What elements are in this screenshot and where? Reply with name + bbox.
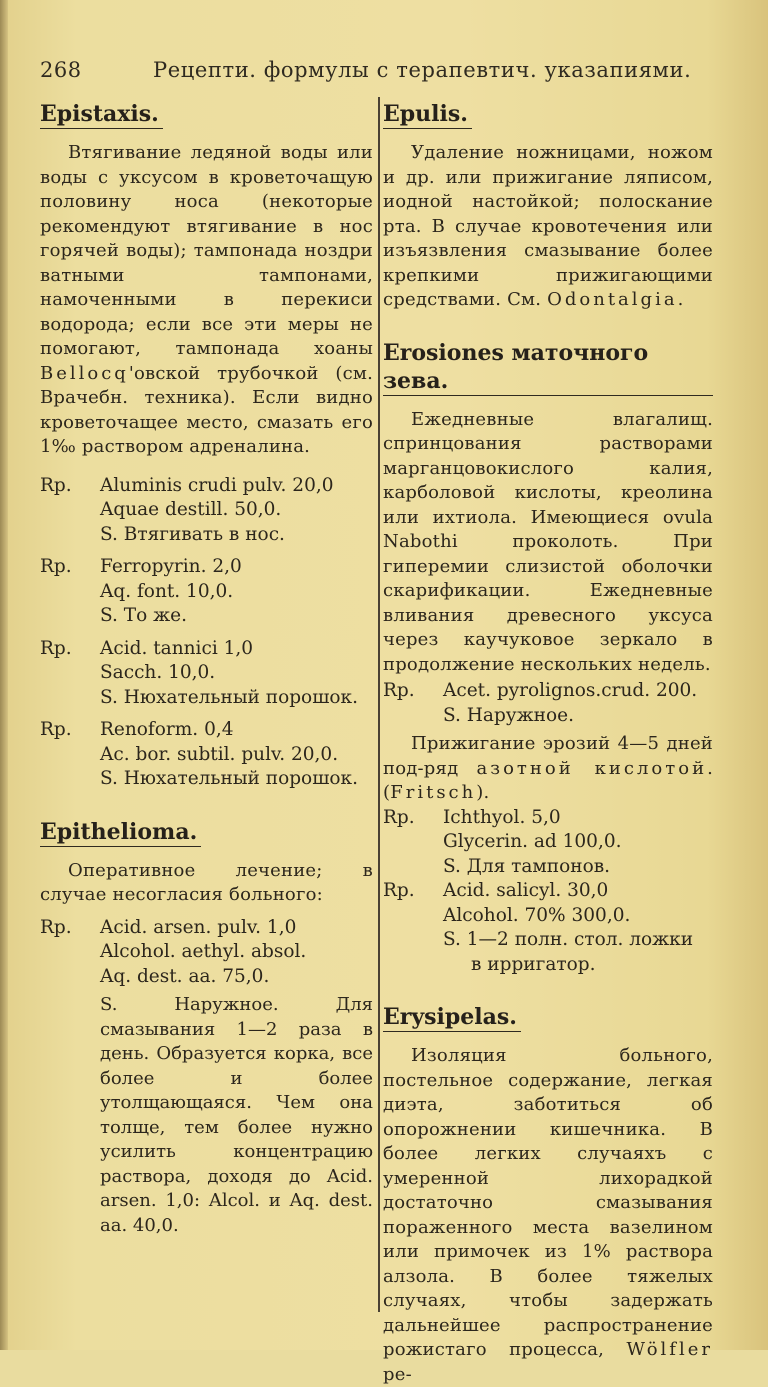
erosiones-text-2: Прижигание эрозий 4—5 дней под-ряд азотной кислотой. (Fritsch). [383,733,713,803]
recipe-line: Ac. bor. subtil. pulv. 20,0. [100,743,339,765]
recipe-line: Ferropyrin. 2,0 [100,556,242,577]
recipe-line: S. То же. [100,605,187,626]
recipe-line: Acet. pyrolignos.crud. 200. [443,680,698,701]
recipe-line: Sacch. 10,0. [100,662,216,683]
recipe-line: Alcohol. aethyl. absol. [100,941,307,962]
epulis-text: Удаление ножницами, ножом и др. или прижигание ляписом, иодной настойкой; полоскание рта. В случае кровотечения или изъязвления смазывание более крепкими прижигающими средствами. См. Odontalgia. [383,142,713,310]
recipe-line: Acid. salicyl. 30,0 [443,880,609,901]
recipe-line: Aq. dest. aa. 75,0. [100,965,270,987]
epistaxis-text: Втягивание ледяной воды или воды с уксусом в кроветочащую половину носа (некоторые рекомендуют втягивание в нос горячей воды); тампонада ноздри ватными тампонами, намоченными в перекиси водорода; если все эти меры не помогают, тампонада хоаны Bellocq'овской трубочкой (см. Врачебн. техника). Если видно кроветочащее место, смазать его 1‰ раствором адреналина. [40,142,373,457]
erysipelas-text: Изоляция больного, постельное содержание, легкая диэта, заботиться об опорожнении кишечника. В более легких случаяхъ с умеренной лихорадкой достаточно смазывания пораженного места вазелином или примочек из 1% раствора алзола. В более тяжелых случаях, чтобы задержать дальнейшее распространение рожистаго процесса, Wölfler ре- [383,1045,713,1385]
section-title-epulis: Epulis. [383,100,472,129]
recipe-line: S. Наружное. [443,704,574,726]
recipe-line: Glycerin. ad 100,0. [443,831,622,852]
recipe-line: Acid. tannici 1,0 [100,637,254,659]
recipe-line: в ирригатор. [471,953,596,975]
column-divider [378,97,380,1312]
epithelioma-text: Оперативное лечение; в случае несогласия больного: [40,859,373,905]
recipe-epithelioma [40,916,373,990]
recipe-epistaxis-4 [40,718,373,792]
recipe-line: S. Нюхательный порошок. [100,768,358,789]
section-title-erysipelas: Erysipelas. [383,1003,521,1032]
epithelioma-signa: S. Наружное. Для смазывания 1—2 раза в день. Образуется корка, все более и более утолщающаяся. Чем она толще, тем более нужно усилить концентрацию раствора, доходя до Acid. arsen. 1,0: Alcol. и Aq. dest. aa. 40,0. [100,994,373,1236]
recipe-line: S. Для тампонов. [443,855,611,877]
recipe-erosiones-3 [383,879,713,977]
page-number: 268 [40,58,82,82]
section-title-erosiones: Erosiones маточного зева. [383,339,713,396]
rp-label: Rp. [40,474,72,496]
rp-label: Rp. [40,719,72,740]
running-title: Рецепти. формулы с терапевтич. указапиями. [153,58,692,82]
recipe-epistaxis-3 [40,637,373,711]
rp-label: Rp. [40,916,72,938]
recipe-line: S. 1—2 полн. стол. ложки [443,929,694,950]
rp-label: Rp. [383,680,415,701]
section-title-epithelioma: Epithelioma. [40,818,201,847]
section-title-epistaxis: Epistaxis. [40,100,163,129]
right-column [383,100,713,1387]
recipe-line: S. Нюхательный порошок. [100,686,358,708]
recipe-line: S. Втягивать в нос. [100,523,285,545]
recipe-line: Acid. arsen. pulv. 1,0 [100,916,297,938]
recipe-erosiones-2 [383,806,713,880]
page-spine-shadow [0,0,8,1350]
left-column [40,100,373,1238]
recipe-line: Aq. font. 10,0. [100,580,234,602]
rp-label: Rp. [40,637,72,659]
recipe-epistaxis-2 [40,555,373,629]
recipe-line: Ichthyol. 5,0 [443,806,561,828]
page-header [40,52,740,88]
recipe-erosiones-1 [383,679,713,728]
rp-label: Rp. [383,880,415,901]
recipe-line: Aquae destill. 50,0. [100,499,282,520]
recipe-line: Alcohol. 70% 300,0. [443,904,631,926]
recipe-epistaxis-1 [40,474,373,548]
erosiones-text: Ежедневные влагалищ. спринцования растворами марганцовокислого калия, карболовой кислоты, креолина или ихтиола. Имеющиеся ovula Nabothi проколоть. При гиперемии слизистой оболочки скарификации. Ежедневные вливания древесного уксуса через каучуковое зеркало в продолжение нескольких недель. [383,408,713,675]
rp-label: Rp. [383,806,415,828]
recipe-line: Renoform. 0,4 [100,719,234,740]
rp-label: Rp. [40,556,72,577]
recipe-line: Aluminis crudi pulv. 20,0 [100,474,334,496]
